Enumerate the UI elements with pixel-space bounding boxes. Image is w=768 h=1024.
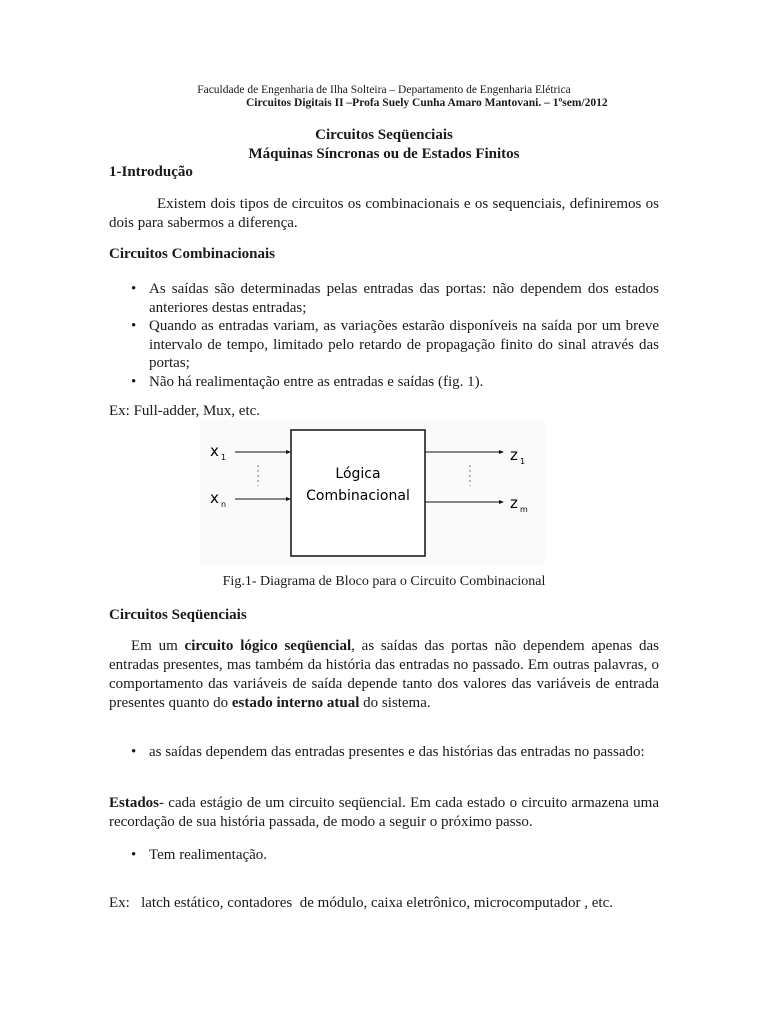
states-definition: - cada estágio de um circuito seqüencial. Em cada estado o circuito armazena uma recordação de sua história passada, de modo a seguir o próximo passo. [109, 795, 659, 830]
states-paragraph [109, 794, 659, 832]
sequential-bullet-list [109, 743, 659, 762]
document-title: Circuitos Seqüenciais [315, 127, 453, 143]
figure-caption: Fig.1- Diagrama de Bloco para o Circuito Combinacional [222, 574, 546, 589]
sequential-heading: Circuitos Seqüenciais [109, 607, 247, 623]
input-xn-label: x [210, 489, 219, 507]
output-zm-subscript: m [520, 505, 528, 514]
sequential-text-pre: Em um [131, 638, 185, 654]
header-course: Circuitos Digitais II –Profa Suely Cunha Amaro Mantovani. – 1ºsem/2012 [246, 97, 608, 109]
combinational-bullet-list [109, 280, 659, 391]
list-item: • as saídas dependem das entradas presentes e das histórias das entradas no passado: [109, 743, 659, 762]
sequential-paragraph [109, 637, 659, 713]
list-item: • Não há realimentação entre as entradas e saídas (fig. 1). [109, 373, 659, 392]
list-item: • Tem realimentação. [109, 846, 659, 865]
output-zm-label: z [510, 494, 518, 512]
list-item: • Quando as entradas variam, as variações estarão disponíveis na saída por um breve intervalo de tempo, limitado pelo retardo de propagação finito do sinal através das portas; [109, 317, 659, 373]
internal-state-bold: estado interno atual [231, 695, 360, 711]
states-term: Estados [109, 795, 160, 811]
block-label-line1: Lógica [335, 466, 381, 482]
input-xn-subscript: n [221, 500, 227, 509]
document-subtitle: Máquinas Síncronas ou de Estados Finitos [248, 146, 520, 162]
sequential-text-post: do sistema. [359, 695, 431, 711]
combinational-heading: Circuitos Combinacionais [109, 246, 275, 262]
combinational-example: Ex: Full-adder, Mux, etc. [109, 403, 261, 419]
list-item: • As saídas são determinadas pelas entradas das portas: não dependem dos estados anteriores destas entradas; [109, 280, 659, 317]
input-x1-subscript: 1 [221, 453, 227, 462]
header-institution: Faculdade de Engenharia de Ilha Solteira – Departamento de Engenharia Elétrica [197, 84, 571, 96]
block-diagram [200, 420, 545, 565]
feedback-bullet-list [109, 846, 659, 865]
output-z1-label: z [510, 446, 518, 464]
sequential-text-mid: , as saídas das portas não dependem apenas das entradas presentes, mas também da história das entradas no passado. Em outras palavras, o comportamento das variáveis de saída depende tanto dos valores das variáveis de entrada presentes quanto do [109, 638, 659, 711]
block-label-line2: Combinacional [306, 488, 410, 504]
sequential-term-bold: circuito lógico seqüencial [184, 638, 352, 654]
intro-heading: 1-Introdução [109, 164, 193, 180]
intro-text: Existem dois tipos de circuitos os combinacionais e os sequenciais, definiremos os dois para sabermos a diferença. [109, 196, 659, 231]
input-x1-label: x [210, 442, 219, 460]
output-z1-subscript: 1 [520, 457, 526, 466]
sequential-example: Ex: latch estático, contadores de módulo, caixa eletrônico, microcomputador , etc. [109, 895, 613, 911]
intro-paragraph [109, 195, 659, 233]
